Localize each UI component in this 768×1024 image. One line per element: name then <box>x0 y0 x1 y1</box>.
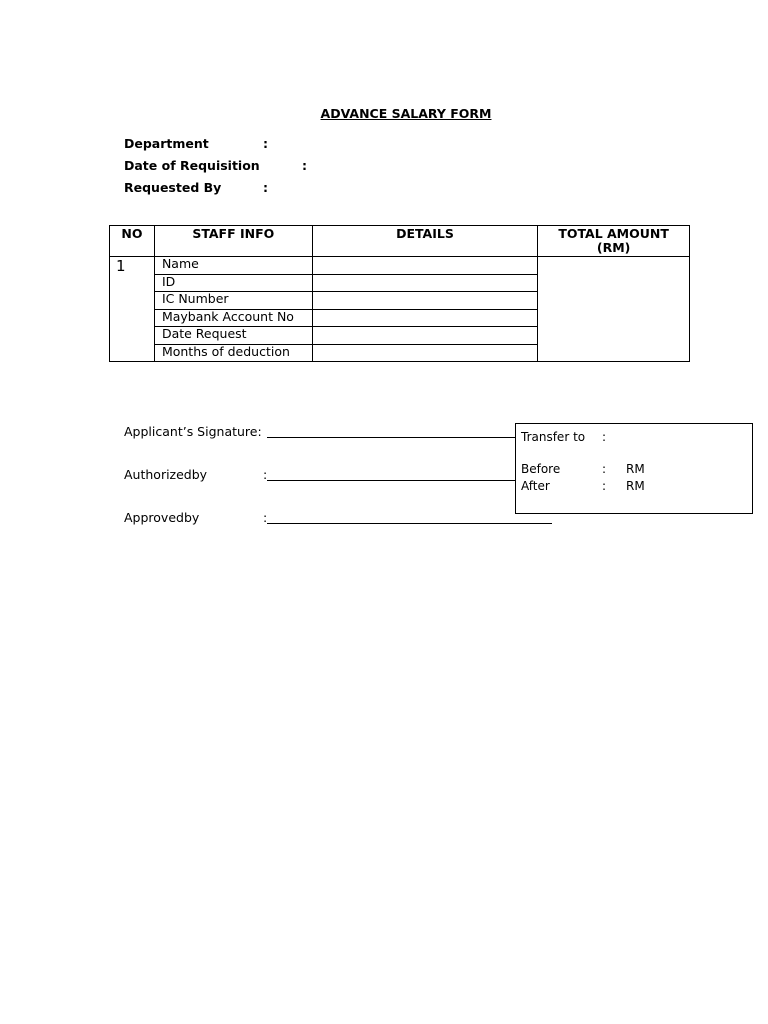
column-header-details: DETAILS <box>312 226 538 257</box>
total-amount-cell[interactable] <box>538 257 690 362</box>
details-date-request-cell[interactable] <box>312 327 538 345</box>
applicant-signature-line[interactable] <box>267 437 552 438</box>
column-header-total-amount <box>538 226 690 257</box>
transfer-to-label: Transfer to <box>521 430 586 444</box>
column-header-staff-info: STAFF INFO <box>154 226 312 257</box>
transfer-to-colon: : <box>602 430 607 444</box>
table-header-row <box>110 226 690 257</box>
column-header-no: NO <box>110 226 155 257</box>
authorized-by-label: Authorizedby <box>124 467 208 482</box>
after-label: After <box>521 479 550 493</box>
staff-info-maybank-account: Maybank Account No <box>154 309 312 327</box>
before-colon: : <box>602 462 607 476</box>
before-label: Before <box>521 462 561 476</box>
details-maybank-account-cell[interactable] <box>312 309 538 327</box>
staff-info-months-of-deduction: Months of deduction <box>154 344 312 362</box>
applicant-signature-label: Applicant’s Signature: <box>124 424 262 439</box>
approved-by-colon: : <box>263 510 268 525</box>
department-colon: : <box>263 136 268 151</box>
details-name-cell[interactable] <box>312 257 538 275</box>
authorized-by-colon: : <box>263 467 268 482</box>
after-colon: : <box>602 479 607 493</box>
staff-info-ic-number: IC Number <box>154 292 312 310</box>
details-ic-number-cell[interactable] <box>312 292 538 310</box>
requested-by-label: Requested By <box>124 180 222 195</box>
staff-info-id: ID <box>154 274 312 292</box>
staff-info-table <box>109 225 690 362</box>
staff-info-date-request: Date Request <box>154 327 312 345</box>
table-row <box>110 257 690 275</box>
details-id-cell[interactable] <box>312 274 538 292</box>
staff-info-name: Name <box>154 257 312 275</box>
total-amount-line1: TOTAL AMOUNT <box>558 226 669 241</box>
after-currency: RM <box>626 479 645 493</box>
authorized-by-line[interactable] <box>267 480 552 481</box>
transfer-box <box>515 423 753 514</box>
details-months-of-deduction-cell[interactable] <box>312 344 538 362</box>
approved-by-line[interactable] <box>267 523 552 524</box>
date-of-requisition-label: Date of Requisition <box>124 158 260 173</box>
before-currency: RM <box>626 462 645 476</box>
department-label: Department <box>124 136 209 151</box>
requested-by-colon: : <box>263 180 268 195</box>
row-number-cell: 1 <box>110 257 155 362</box>
approved-by-label: Approvedby <box>124 510 200 525</box>
total-amount-line2: (RM) <box>596 240 631 255</box>
date-of-requisition-colon: : <box>302 158 307 173</box>
form-title: ADVANCE SALARY FORM <box>320 106 492 121</box>
